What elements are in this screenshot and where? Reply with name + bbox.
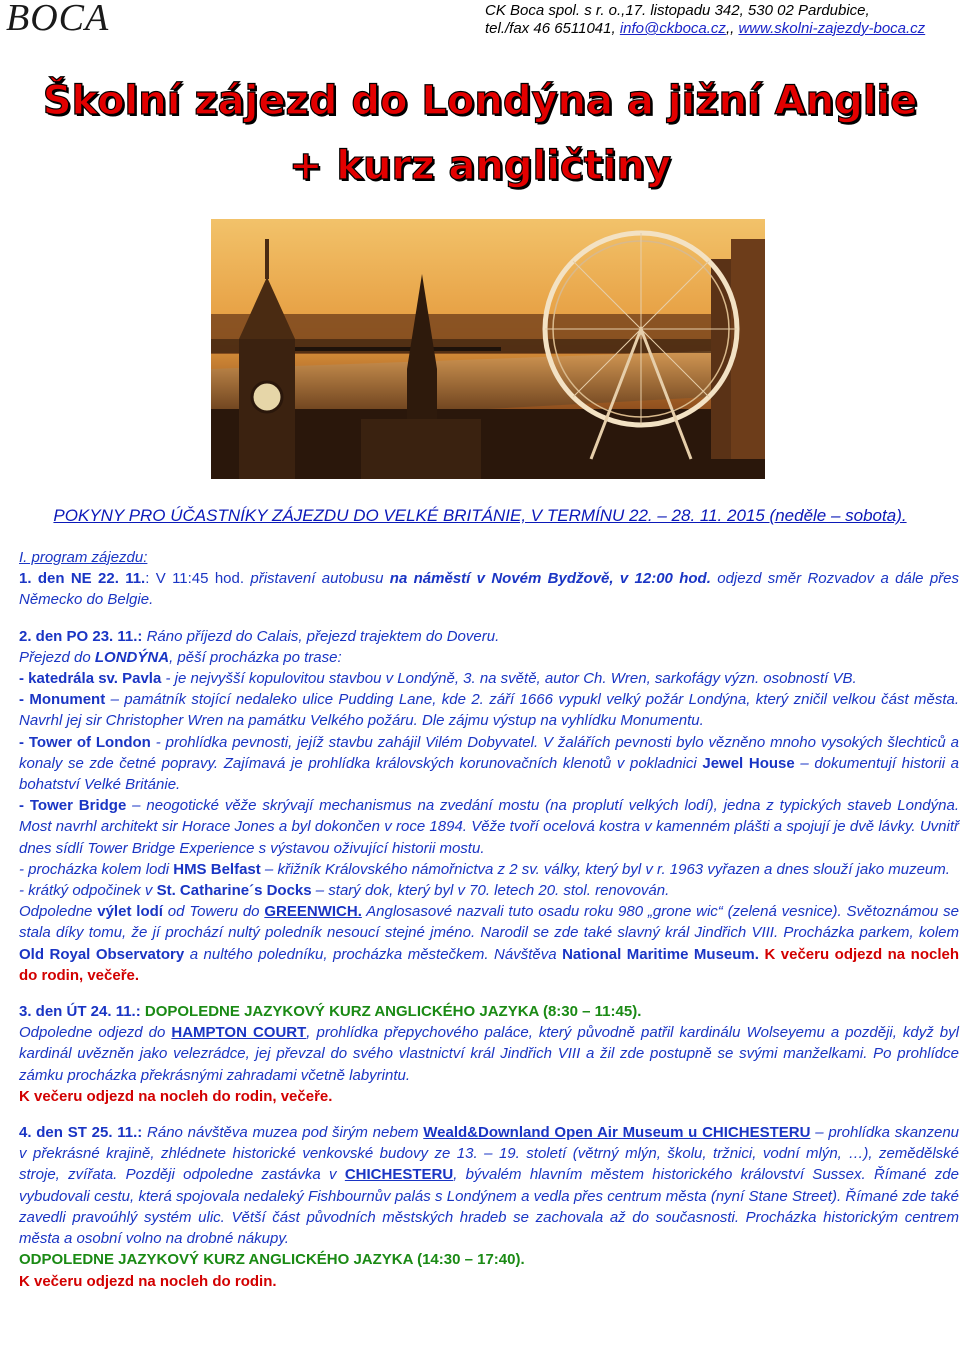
day3-evening: K večeru odjezd na nocleh do rodin, večeře. <box>19 1087 333 1105</box>
day4-paragraph <box>19 1122 959 1249</box>
day3-course: DOPOLEDNE JAZYKOVÝ KURZ ANGLICKÉHO JAZYKA (8:30 – 11:45). <box>140 1003 642 1021</box>
program-heading: I. program zájezdu: <box>19 549 148 566</box>
sight-st-paul-title: - katedrála sv. Pavla <box>19 670 162 688</box>
sight-monument <box>19 689 959 731</box>
sight-tower-end: – dokumentují historii a bohatství Velké Británie. <box>19 754 960 794</box>
sight-docks-text: – starý dok, který byl v 70. letech 20. stol. renovován. <box>311 882 670 900</box>
day3-afternoon-text: , prohlídka přepychového paláce, který původně patřil kardinálu Wolseyemu a později, když byl kardinál uvězněn jako velezrádce, jej převzal do svého vlastnictví král Jindřich VIII a žil zde postupně se svými manželkami. Po prohlídce zámku procházka překrásnými zahradami včetně labyrintu. <box>19 1024 959 1084</box>
program-document <box>19 547 959 1292</box>
day2-walk-pre: Přejezd do <box>19 648 95 666</box>
day1-label: 1. den NE 22. 11. <box>19 570 146 588</box>
sight-tower-bridge-text: – neogotické věže skrývají mechanismus na zvedání mostu (na proplutí velkých lodí), jedna z typických staveb Londýna. Most navrhl architekt sir Horace Jones a byl dokončen v roce 1894. Věže tvoří ocelová kostra v kamenném plášti a spojují je dvě lávky. Uvnitř dnes sídlí Tower Bridge Experience s výstavou oživující historii mostu. <box>19 797 959 857</box>
contact-separator: ,, <box>725 20 739 37</box>
day2-observatory: Old Royal Observatory <box>19 945 185 963</box>
page-subtitle: + kurz angličtiny <box>288 143 672 189</box>
sight-st-paul <box>19 668 959 689</box>
day2-maritime-museum: National Maritime Museum. <box>562 945 759 963</box>
day1-paragraph <box>19 568 959 610</box>
sight-monument-text: – památník stojící nedaleko ulice Pudding Lane, kde 2. září 1666 vypukl velký požár Londýna, který zničil velkou část města. Navrhl jej sir Christopher Wren na památku Velkého požáru. Dle zájmu výstup na vyhlídku Monumentu. <box>19 691 960 730</box>
sight-tower-bridge <box>19 795 959 859</box>
day4-label: 4. den ST 25. 11.: <box>19 1124 143 1142</box>
day4-text-3: , bývalém hlavním městem historického království Sussex. Římané zde vybudovali cestu, která spojovala nedaleký Fishbournův palás s Londýnem a vedla přes centrum města (nyní Stane Street). Římané zde také zavedli pravoúhlý systém ulic. Větší část původních městských hradeb se zachovala až do současnosti. Procházka historickým centrem města a osobní volno na drobné nákupy. <box>19 1166 959 1248</box>
day3-label: 3. den ÚT 24. 11.: <box>19 1003 141 1021</box>
day3-afternoon-pre: Odpoledne odjezd do <box>19 1024 172 1042</box>
email-link[interactable]: info@ckboca.cz <box>619 20 726 37</box>
london-skyline-photo <box>211 219 765 479</box>
day4-chichester: CHICHESTERU <box>344 1166 454 1184</box>
day1-place: na náměstí v Novém Bydžově, v 12:00 hod. <box>389 570 711 588</box>
day2-walk-city: LONDÝNA <box>94 648 170 666</box>
day2-walk-post: , pěší procházka po trase: <box>169 648 342 666</box>
sight-tower-text: - prohlídka pevnosti, jejíž stavbu zahájil Vilém Dobyvatel. V žalářích pevnosti bylo vězněno mnoho vysokých šlechticů a konaly se zde četné popravy. Zajímavá je prohlídka královských korunovačních klenotů v pokladnici <box>19 733 959 772</box>
day3-hampton-court: HAMPTON COURT <box>171 1024 307 1042</box>
sight-belfast-pre: - procházka kolem lodi <box>19 860 174 878</box>
day2-intro-text: Ráno příjezd do Calais, přejezd trajektem do Doveru. <box>142 627 500 645</box>
sight-docks-pre: - krátký odpočinek v <box>19 882 157 900</box>
day4-text-1: Ráno návštěva muzea pod širým nebem <box>142 1124 424 1142</box>
day2-afternoon <box>19 901 959 986</box>
day4-evening: K večeru odjezd na nocleh do rodin. <box>19 1272 277 1290</box>
day2-evening: K večeru odjezd na nocleh do rodin, večeře. <box>19 945 959 984</box>
contact-phone: tel./fax 46 6511041, <box>485 20 620 37</box>
day2-label: 2. den PO 23. 11.: <box>19 627 143 645</box>
sight-belfast-text: – křižník Královského námořnictva z 2 sv. války, který byl v r. 1963 vyřazen a dnes slouží jako muzeum. <box>260 860 950 878</box>
day1-text-2: odjezd směr Rozvadov a dále přes Německo do Belgie. <box>19 570 960 609</box>
day2-afternoon-pre: Odpoledne <box>19 903 98 921</box>
sight-tower-title: - Tower of London <box>19 733 151 751</box>
day3-afternoon <box>19 1022 959 1086</box>
london-photo-illustration <box>211 219 765 479</box>
contact-address: CK Boca spol. s r. o.,17. listopadu 342, 530 02 Pardubice, <box>485 2 870 19</box>
day2-intro <box>19 626 959 647</box>
day2-afternoon-text: Anglosasové nazvali tuto osadu roku 980 „grone wic“ (zelená vesnice). Světoznámou se stala díky tomu, že jí prochází nultý poledník nesoucí stejné jméno. Narodil se zde také slavný král Jindřich VIII. Procházka parkem, kolem <box>19 903 959 942</box>
day4-text-2: – prohlídka skanzenu v překrásné krajině, zhlédnete historické venkovské budovy ze 13. – 19. století (větrný mlýn, školu, tržnici, vodní mlýn, …), zemědělské stroje, zvířata. Později odpoledne zastávka v <box>19 1124 960 1184</box>
day2-afternoon-mid: od Toweru do <box>162 903 265 921</box>
contact-block <box>485 2 945 38</box>
notice-heading: POKYNY PRO ÚČASTNÍKY ZÁJEZDU DO VELKÉ BRITÁNIE, V TERMÍNU 22. – 28. 11. 2015 (neděle – sobota). <box>53 506 907 525</box>
sight-tower-jewel-house: Jewel House <box>702 754 795 772</box>
sight-st-paul-text: - je nejvyšší kopulovitou stavbou v Londýně, 3. na světě, autor Ch. Wren, sarkofágy význ. osobností VB. <box>161 670 857 688</box>
sight-belfast <box>19 859 959 880</box>
day1-time: : V 11:45 hod. <box>145 570 245 588</box>
sight-tower-bridge-title: - Tower Bridge <box>19 797 127 815</box>
sight-docks <box>19 880 959 901</box>
sight-tower <box>19 732 959 796</box>
day1-text-1: přistavení autobusu <box>244 570 390 588</box>
page-title: Školní zájezd do Londýna a jižní Anglie <box>42 78 918 124</box>
sight-docks-title: St. Catharine´s Docks <box>156 882 312 900</box>
day4-museum: Weald&Downland Open Air Museum u CHICHESTERU <box>423 1124 811 1142</box>
day2-afternoon-text-2: a nultého poledníku, procházka městečkem. Návštěva <box>184 945 563 963</box>
website-link[interactable]: www.skolni-zajezdy-boca.cz <box>738 20 926 37</box>
day2-boat-trip: výlet lodí <box>97 903 163 921</box>
sight-monument-title: - Monument <box>19 691 106 709</box>
day2-walk <box>19 647 959 668</box>
sight-belfast-title: HMS Belfast <box>173 860 261 878</box>
day3-header <box>19 1001 959 1022</box>
day4-course: ODPOLEDNE JAZYKOVÝ KURZ ANGLICKÉHO JAZYKA (14:30 – 17:40). <box>19 1251 525 1269</box>
boca-logo: BOCA <box>6 0 110 39</box>
contact-phone-line <box>485 20 945 38</box>
day2-greenwich: GREENWICH. <box>264 903 362 921</box>
